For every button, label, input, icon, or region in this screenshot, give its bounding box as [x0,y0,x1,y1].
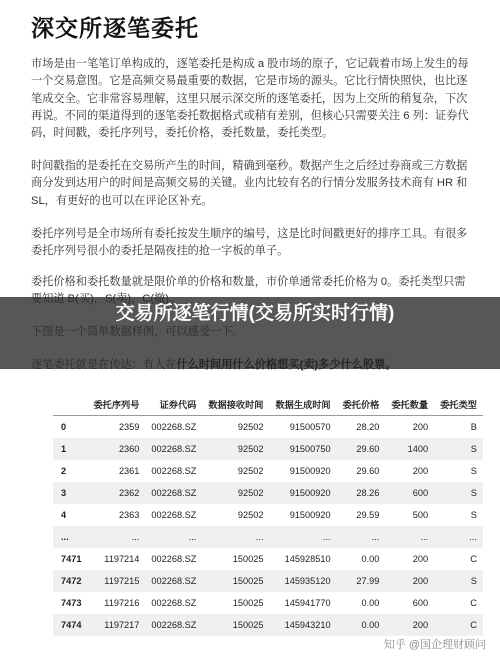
table-cell: 150025 [232,554,264,564]
table-cell: ... [434,526,483,548]
table-cell: 145941770 [284,598,331,608]
table-cell: 27.99 [337,570,386,592]
table-cell: C [470,598,477,608]
watermark: 知乎 @国企理财顾问 [383,639,486,651]
table-cell: 29.60 [356,466,380,476]
table-cell: 92502 [202,438,269,460]
table-row [53,460,483,482]
table-cell: 2363 [118,510,140,520]
header-order-price: 委托价格 [337,393,386,416]
table-cell: 150025 [202,614,269,636]
table-cell: 200 [412,466,429,476]
overlay-title: 交易所逐笔行情(交易所实时行情) [115,303,395,324]
table-cell: 200 [412,554,429,564]
table-cell: 91500920 [289,466,331,476]
header-receive-time: 数据接收时间 [202,393,269,416]
table-cell: ... [337,526,386,548]
table-cell: 29.60 [337,438,386,460]
table-cell: 002268.SZ [151,422,197,432]
header-order-seq: 委托序列号 [87,393,145,416]
table-cell: 2362 [87,482,145,504]
table-cell: 28.26 [337,482,386,504]
table-row [53,548,483,570]
row-index-cell: 4 [61,510,67,520]
table-cell: 002268.SZ [151,598,197,608]
table-cell: 2361 [118,466,140,476]
table-cell: 002268.SZ [145,570,202,592]
table-cell: 92502 [202,482,269,504]
table-cell: 150025 [202,570,269,592]
table-cell: S [470,510,477,520]
table-cell: 28.20 [356,422,380,432]
table-row [53,526,483,548]
table-row [53,438,483,460]
table-cell: 145928510 [284,554,331,564]
table-row [53,614,483,636]
table-cell: 1197216 [104,598,140,608]
table-cell: 92502 [237,510,264,520]
header-generate-time: 数据生成时间 [269,393,336,416]
header-order-qty: 委托数量 [385,393,434,416]
row-index-cell: ... [53,526,87,548]
row-index-cell: 1 [53,438,87,460]
table-body [53,416,483,637]
table-cell: ... [145,526,202,548]
table-cell: S [434,438,483,460]
table-cell: 150025 [232,598,264,608]
table-cell: 002268.SZ [145,614,202,636]
table-cell: ... [385,526,434,548]
paragraph-sequence: 委托序列号是全市场所有委托按发生顺序的编号，这是比时间戳更好的排序工具。有很多委托序列号很小的委托是隔夜挂的抢一字板的单子。 [31,228,468,258]
table-cell: 600 [412,598,429,608]
row-index-cell: 0 [61,422,67,432]
table-cell: S [434,570,483,592]
table-cell: 91500920 [269,482,336,504]
table-cell: 145943210 [269,614,336,636]
table-row [53,570,483,592]
table-cell: C [434,614,483,636]
table-cell: ... [87,526,145,548]
table-cell: ... [269,526,336,548]
order-data-table [53,393,483,636]
table-cell: 002268.SZ [145,438,202,460]
table-cell: 002268.SZ [145,482,202,504]
table-cell: C [470,554,477,564]
table-cell: S [434,482,483,504]
paragraph-timestamp: 时间戳指的是委托在交易所产生的时间，精确到毫秒。数据产生之后经过券商或三方数据商分发到达用户的时间是高频交易的关键。业内比较有名的行情分发服务技术商有 HR 和 SL，有更好的也可以在评论区补充。 [31,160,468,207]
table-cell: 0.00 [361,554,380,564]
table-cell: 0.00 [337,614,386,636]
table-cell: S [470,466,477,476]
header-order-type: 委托类型 [434,393,483,416]
table-cell: 600 [385,482,434,504]
table-cell: 2360 [87,438,145,460]
table-header-row [53,393,483,416]
paragraph-price-qty: 委托价格和委托数量就是限价单的价格和数量，市价单通常委托价格为 0。委托类型只需 [31,276,466,288]
row-index-cell: 7473 [61,598,82,608]
article-title: 深交所逐笔委托 [31,15,199,41]
table-cell: 0.00 [361,598,380,608]
table-cell: 92502 [237,466,264,476]
table-row [53,504,483,526]
table-cell: B [470,422,477,432]
table-cell: 500 [412,510,429,520]
table-cell: 29.59 [356,510,380,520]
table-cell: 92502 [237,422,264,432]
table-row [53,416,483,439]
table-cell: 002268.SZ [151,510,197,520]
table-cell: 2359 [118,422,140,432]
row-index-cell: 7472 [53,570,87,592]
row-index-cell: 2 [61,466,67,476]
table-cell: ... [202,526,269,548]
table-cell: 1197214 [104,554,140,564]
table-cell: 145935120 [269,570,336,592]
table-cell: 91500570 [289,422,331,432]
table-cell: 002268.SZ [151,554,197,564]
table-row [53,482,483,504]
table-cell: 91500750 [269,438,336,460]
table-cell: 200 [385,614,434,636]
row-index-cell: 7474 [53,614,87,636]
table-cell: 200 [412,422,429,432]
table-cell: 1197215 [87,570,145,592]
row-index-cell: 7471 [61,554,82,564]
table-cell: 91500920 [289,510,331,520]
table-cell: 1197217 [87,614,145,636]
row-index-cell: 3 [53,482,87,504]
header-index [53,393,87,416]
table-cell: 200 [385,570,434,592]
paragraph-intro: 市场是由一笔笔订单构成的，逐笔委托是构成 a 股市场的原子，它记载着市场上发生的每一个交易意图。它是高频交易最重要的数据，它是市场的源头。它比行情快照快，也比逐笔成交全。它非常容易理解，这里只展示深交所的逐笔委托，因为上交所的稍复杂，下次再说。不同的渠道得到的逐笔委托数据格式或稍有差别，但核心只需要关注 6 列：证券代码，时间戳，委托序列号，委托价格，委托数量，委托类型。 [31,58,469,140]
header-security-code: 证券代码 [145,393,202,416]
table-row [53,592,483,614]
table-cell: 002268.SZ [151,466,197,476]
table-cell: 1400 [385,438,434,460]
